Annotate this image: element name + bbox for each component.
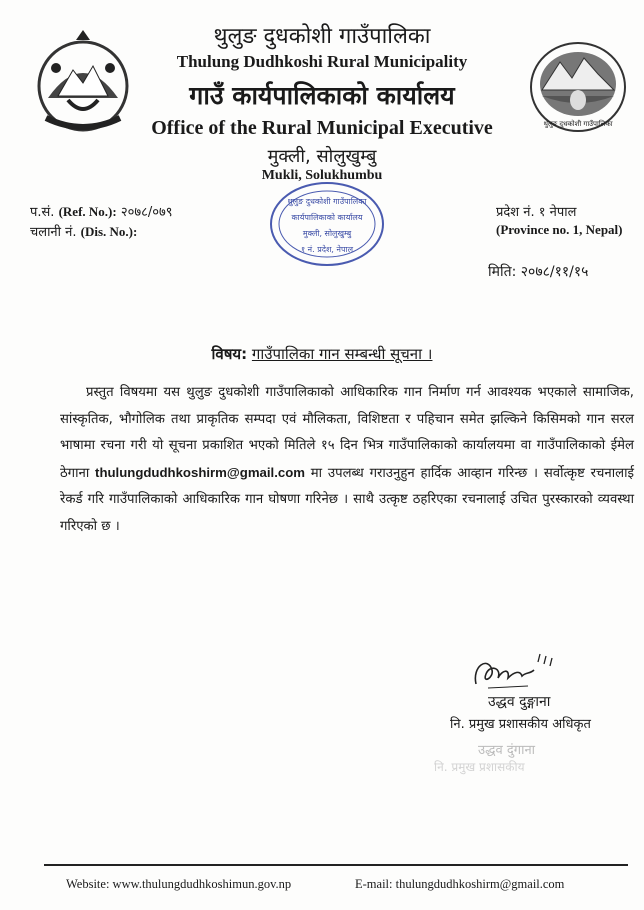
stamp-line-2: कार्यपालिकाको कार्यालय bbox=[291, 213, 363, 222]
show-through-name: उद्धव दुंगाना bbox=[478, 743, 536, 758]
municipality-name-np: थुलुङ दुधकोशी गाउँपालिका bbox=[213, 24, 431, 49]
office-stamp bbox=[268, 180, 386, 268]
dis-number-line bbox=[30, 222, 137, 240]
logo-caption: थुलुङ दुधकोशी गाउँपालिका bbox=[543, 120, 613, 128]
municipality-name-en: Thulung Dudhkoshi Rural Municipality bbox=[176, 52, 468, 71]
address-np: मुक्ली, सोलुखुम्बु bbox=[267, 146, 377, 167]
address-en: Mukli, Solukhumbu bbox=[261, 168, 383, 183]
ref-number-line bbox=[30, 202, 173, 220]
footer-website: Website: www.thulungdudhkoshimun.gov.np bbox=[66, 877, 292, 891]
dis-label-np: चलानी नं. bbox=[30, 225, 77, 240]
body-part-1: प्रस्तुत विषयमा यस थुलुङ दुधकोशी गाउँपालिकाको आधिकारिक गान निर्माण गर्न आवश्यक भएकाले सामाजिक, सांस्कृतिक, भौगोलिक तथा प्राकृतिक सम्पदा एवं मौलिकता, विशिष्टता र पहिचान समेत झल्किने किसिमको गान सरल भाषामा रचना गरी यो सूचना प्रकाशित भएको मितिले १५ दिन भित्र गाउँपालिकाको कार्यालयमा वा गाउँपालिकाको ईमेल ठेगाना bbox=[60, 385, 634, 481]
body-part-2: मा उपलब्ध गराउनुहुन हार्दिक आव्हान गरिन्छ । सर्वोत्कृष्ट रचनालाई रेकर्ड गरि गाउँपालिकाको आधिकारिक गान घोषणा गरिनेछ । साथै उत्कृष्ट ठहरिएका रचनालाई उचित पुरस्कारको व्यवस्था गरिएको छ । bbox=[60, 465, 635, 534]
date-value: २०७८/११/१५ bbox=[520, 264, 589, 280]
stamp-line-4: १ नं. प्रदेश, नेपाल bbox=[300, 245, 354, 254]
show-through-title: नि. प्रमुख प्रशासकीय bbox=[434, 760, 525, 774]
ref-label-en: (Ref. No.): bbox=[58, 204, 117, 219]
signature-icon bbox=[468, 646, 558, 692]
office-title-en: Office of the Rural Municipal Executive bbox=[151, 117, 493, 139]
date-line bbox=[488, 262, 588, 281]
footer-email: E-mail: thulungdudhkoshirm@gmail.com bbox=[355, 877, 565, 891]
stamp-line-1: थुलुङ दुधकोशी गाउँपालिका bbox=[287, 197, 367, 206]
ref-label-np: प.सं. bbox=[30, 205, 55, 220]
body-email: thulungdudhkoshirm@gmail.com bbox=[95, 464, 305, 480]
subject-line bbox=[0, 344, 644, 364]
municipality-logo-icon bbox=[528, 40, 628, 135]
stamp-line-3: मुक्ली, सोलुखुम्बु bbox=[302, 229, 352, 238]
province-en: (Province no. 1, Nepal) bbox=[496, 222, 623, 237]
notice-body bbox=[60, 380, 634, 540]
office-title-np: गाउँ कार्यपालिकाको कार्यालय bbox=[189, 81, 455, 110]
ref-value: २०७८/०७९ bbox=[120, 205, 173, 220]
dis-label-en: (Dis. No.): bbox=[80, 224, 138, 239]
signatory-name: उद्धव दुङ्गाना bbox=[488, 694, 551, 710]
subject-label: विषय: bbox=[211, 345, 248, 363]
footer-divider bbox=[44, 864, 628, 866]
subject-text: गाउँपालिका गान सम्बन्धी सूचना । bbox=[251, 345, 433, 363]
date-label: मिति: bbox=[488, 264, 517, 280]
province-np: प्रदेश नं. १ नेपाल bbox=[496, 205, 577, 220]
signatory-title: नि. प्रमुख प्रशासकीय अधिकृत bbox=[450, 717, 591, 732]
notice-paragraph bbox=[60, 380, 634, 540]
